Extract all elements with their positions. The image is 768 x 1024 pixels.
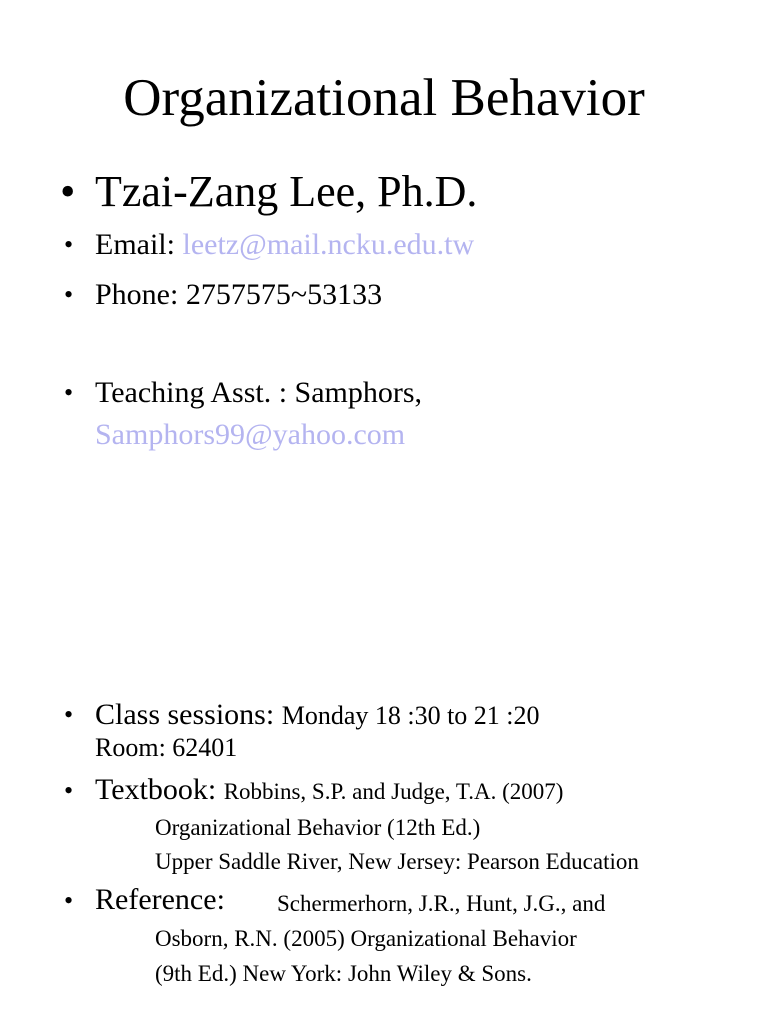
phone-label: Phone:: [95, 278, 186, 311]
reference-line-3: (9th Ed.) New York: John Wiley & Sons.: [155, 961, 532, 986]
phone-number: 2757575~53133: [185, 278, 383, 311]
textbook-line: [95, 773, 563, 807]
reference-line-1: Schermerhorn, J.R., Hunt, J.G., and: [277, 891, 606, 916]
bullet-textbook: •: [64, 776, 74, 805]
page-title: Organizational Behavior: [123, 69, 645, 127]
bullet-phone: •: [64, 280, 74, 309]
phone-line: [95, 278, 382, 312]
textbook-label: Textbook:: [95, 773, 224, 806]
instructor-name: Tzai-Zang Lee, Ph.D.: [95, 167, 478, 216]
class-room: Room: 62401: [95, 733, 238, 762]
class-sessions-label: Class sessions:: [95, 698, 282, 731]
bullet-class-sessions: •: [64, 700, 74, 729]
email-line: [95, 228, 474, 262]
bullet-assistant: •: [64, 378, 74, 407]
assistant-email-link[interactable]: Samphors99@yahoo.com: [95, 418, 406, 451]
email-label: Email:: [95, 228, 183, 261]
textbook-line-3: Upper Saddle River, New Jersey: Pearson Education: [155, 849, 639, 874]
bullet-email: •: [64, 230, 74, 259]
bullet-instructor: •: [60, 167, 76, 216]
class-sessions-time: Monday 18 :30 to 21 :20: [281, 701, 540, 730]
textbook-line-2: Organizational Behavior (12th Ed.): [155, 815, 481, 840]
reference-label: Reference:: [95, 883, 225, 916]
bullet-reference: •: [64, 886, 74, 915]
instructor-email-link[interactable]: leetz@mail.ncku.edu.tw: [182, 228, 475, 261]
class-sessions-line: [95, 698, 540, 732]
assistant-label: Teaching Asst. : Samphors,: [95, 376, 423, 409]
textbook-line-1: Robbins, S.P. and Judge, T.A. (2007): [223, 779, 564, 804]
reference-line-2: Osborn, R.N. (2005) Organizational Behavior: [155, 926, 577, 951]
